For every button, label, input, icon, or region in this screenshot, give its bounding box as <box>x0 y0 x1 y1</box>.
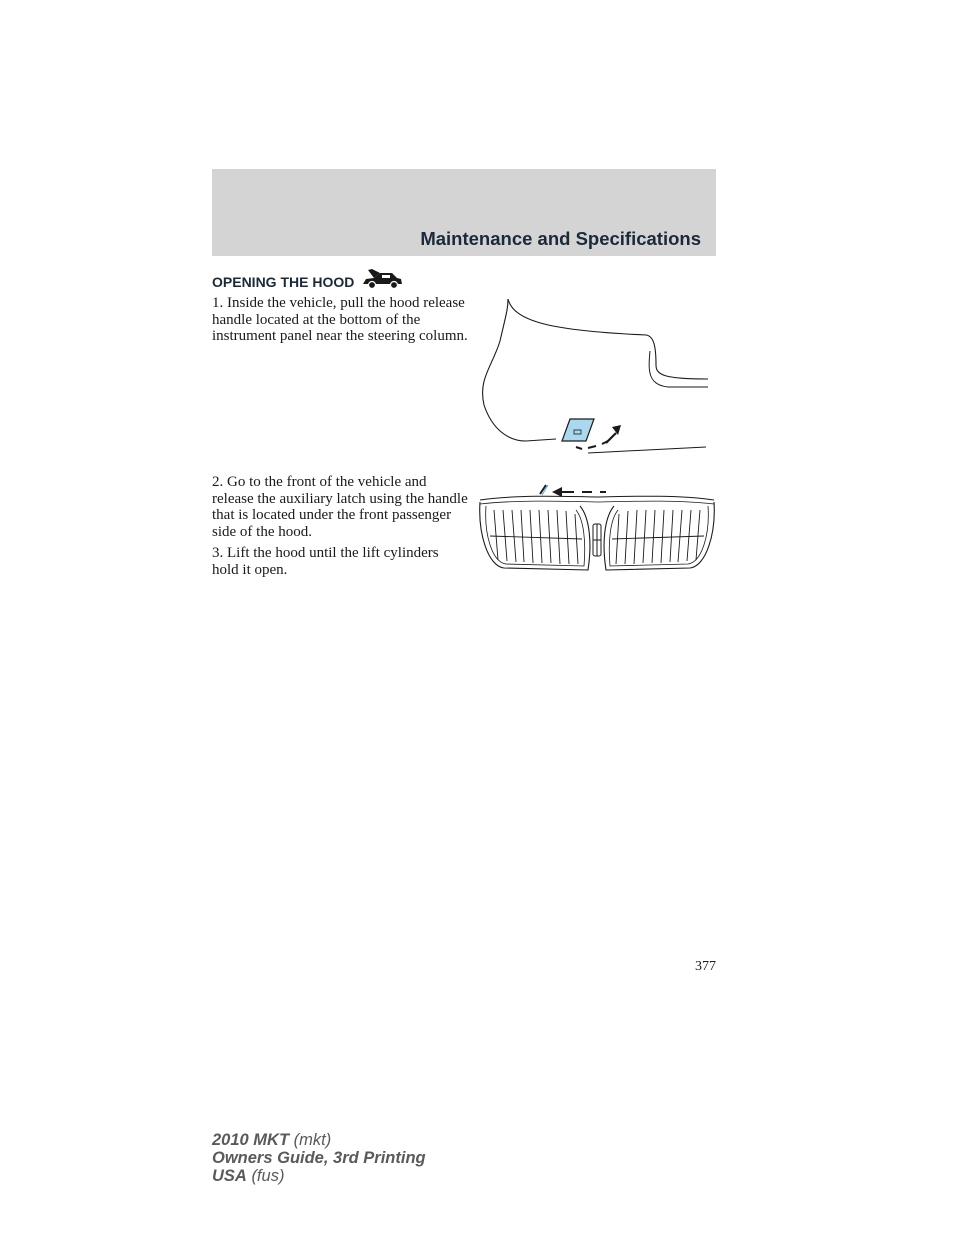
page-title: Maintenance and Specifications <box>420 228 701 249</box>
footer-market-code: (fus) <box>251 1167 285 1185</box>
footer-line-3 <box>212 1167 426 1185</box>
step-2-text: 2. Go to the front of the vehicle and release the auxiliary latch using the handle that is located under the front passenger side of the hood. <box>212 474 468 540</box>
footer-market: USA <box>212 1167 247 1185</box>
step-1-text: 1. Inside the vehicle, pull the hood release handle located at the bottom of the instrument panel near the steering column. <box>212 295 468 345</box>
footer-model-code: (mkt) <box>293 1131 332 1149</box>
hood-release-illustration <box>478 295 714 462</box>
footer-model: 2010 MKT <box>212 1131 290 1149</box>
header-band <box>212 169 716 256</box>
step-3-text: 3. Lift the hood until the lift cylinders hold it open. <box>212 545 439 578</box>
section-heading-text: OPENING THE HOOD <box>212 273 355 290</box>
footer-line-2 <box>212 1149 426 1167</box>
car-hood-icon <box>360 269 404 294</box>
footer-guide: Owners Guide, 3rd Printing <box>212 1149 426 1167</box>
footer <box>212 1131 426 1185</box>
footer-line-1 <box>212 1131 426 1149</box>
page-number: 377 <box>695 959 716 974</box>
grille-latch-illustration <box>476 484 720 581</box>
section-heading <box>212 269 404 294</box>
